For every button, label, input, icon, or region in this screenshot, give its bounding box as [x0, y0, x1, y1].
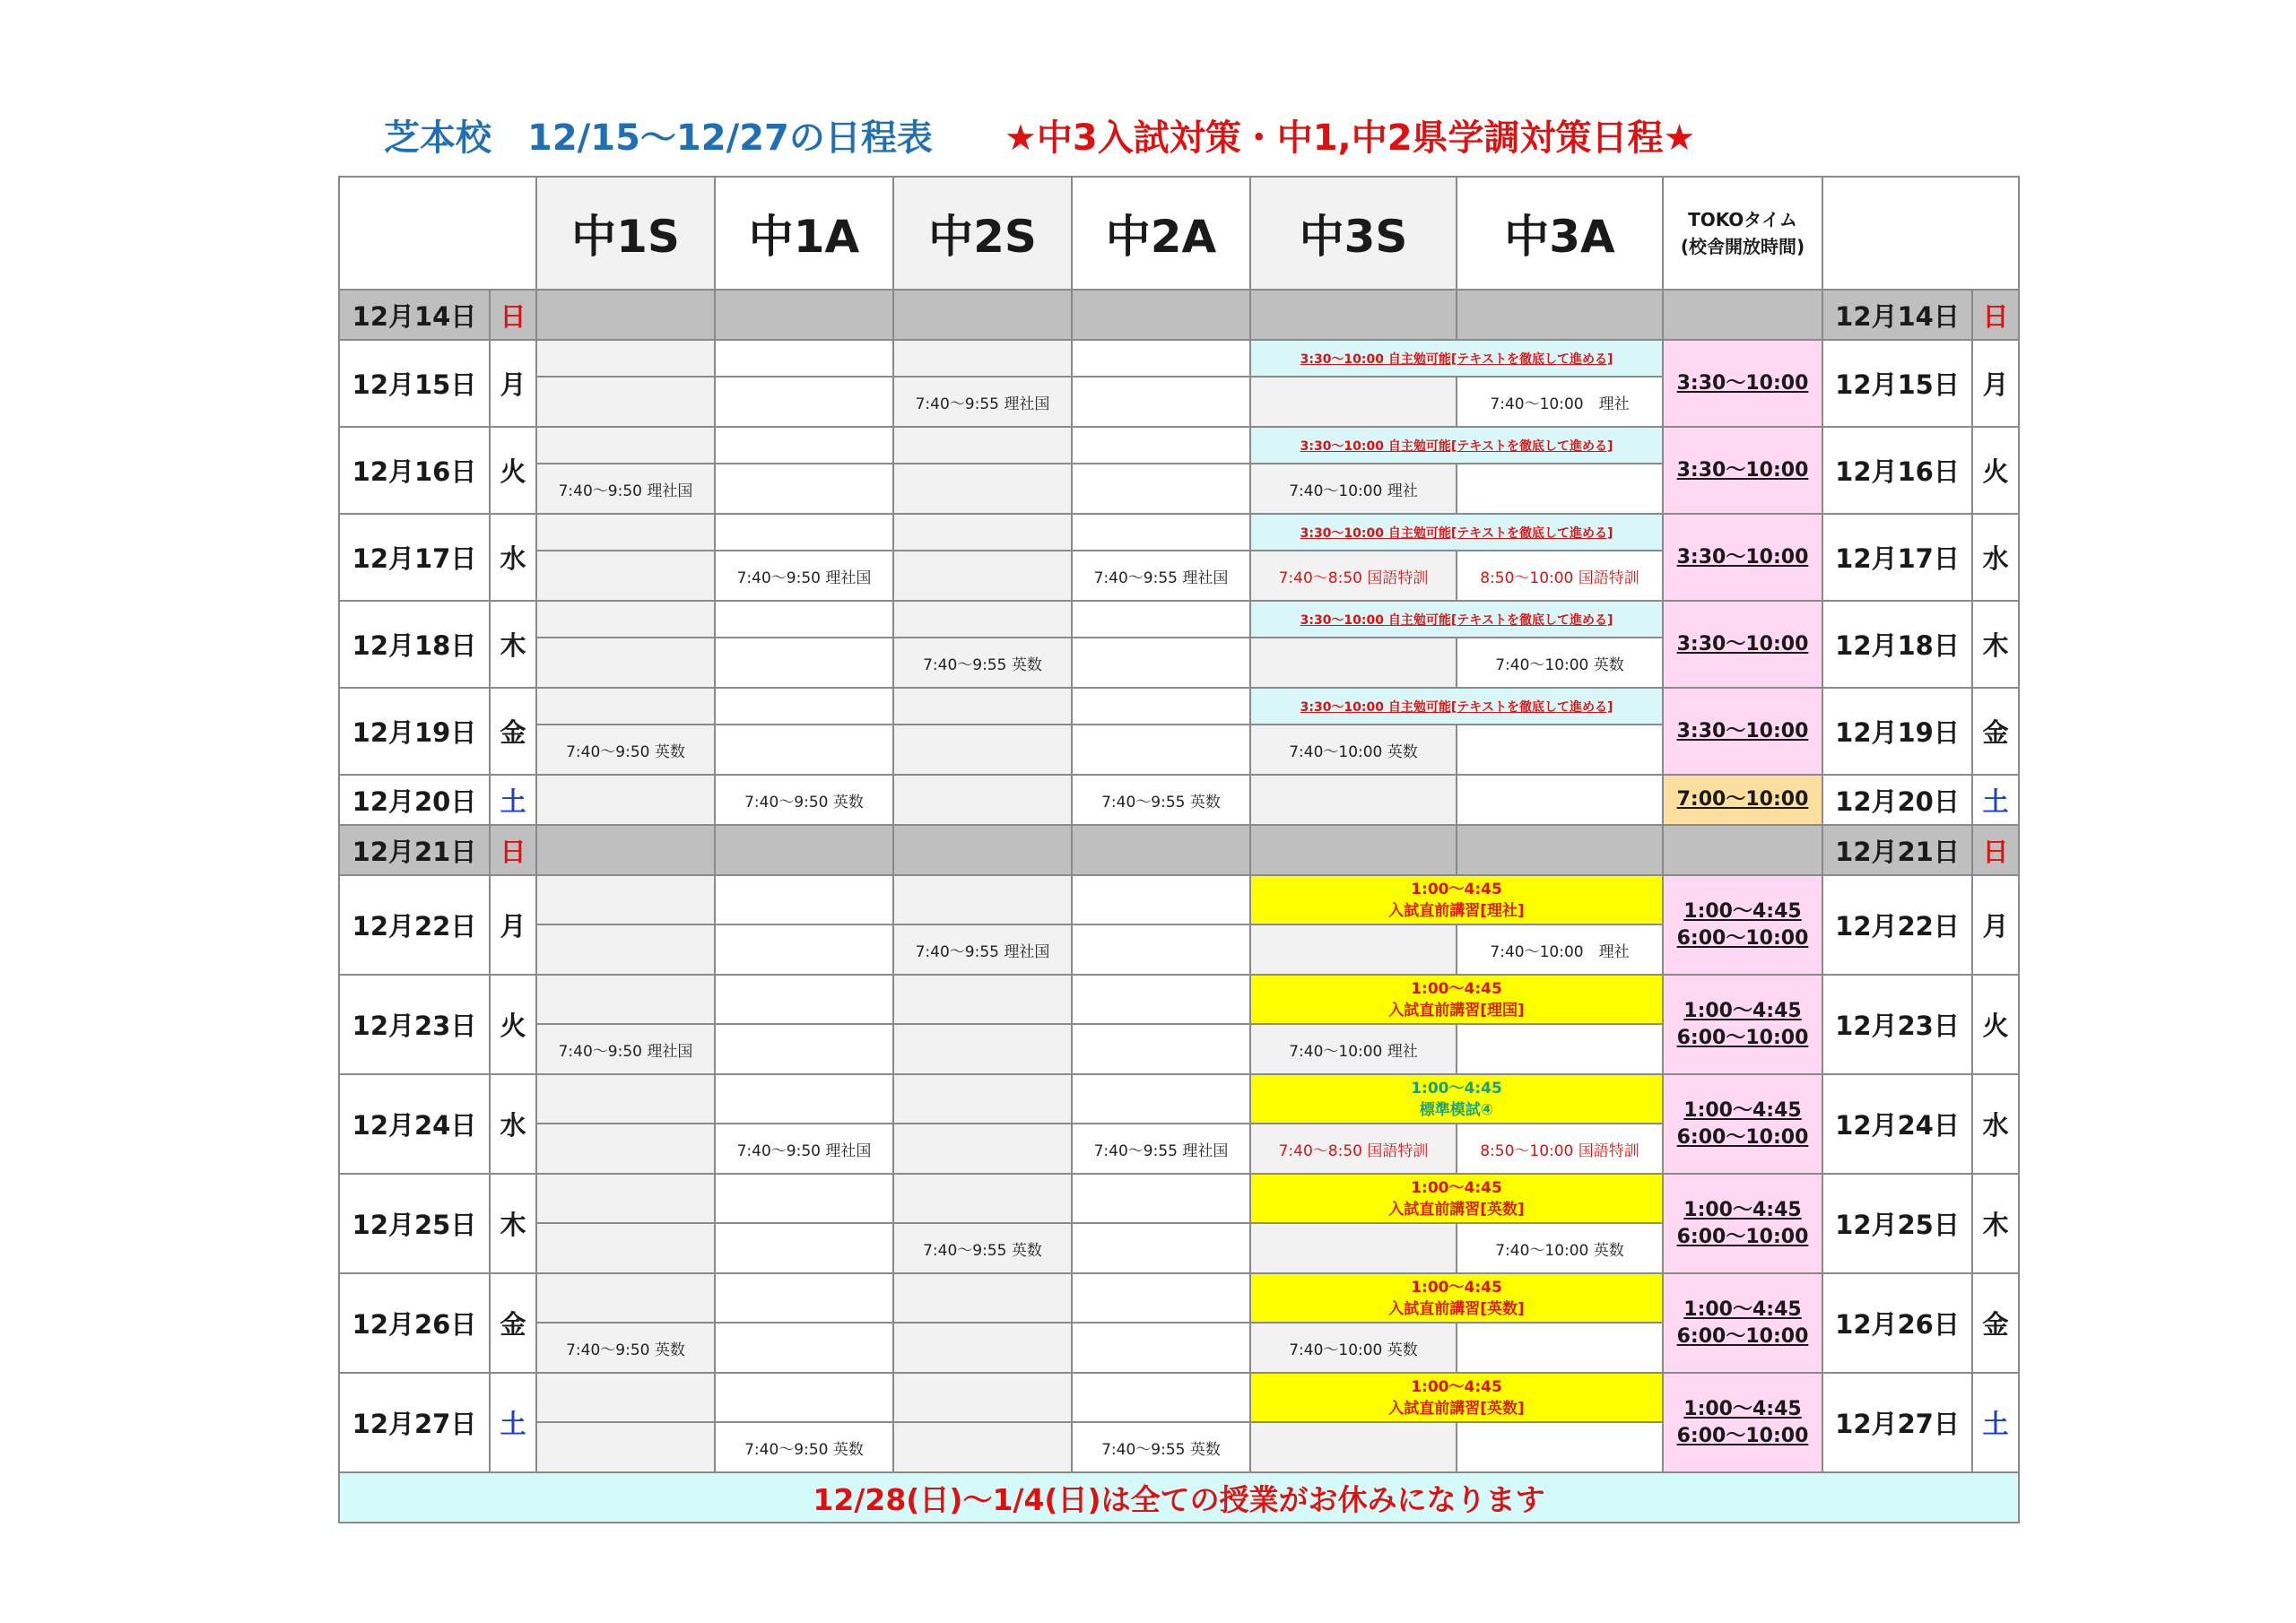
day-row-top	[339, 1174, 2019, 1223]
date-label-right: 12月18日	[1822, 601, 1972, 688]
date-label-right: 12月24日	[1822, 1074, 1972, 1174]
class-c1a-top	[715, 514, 893, 551]
class-c3a-cell	[1457, 464, 1663, 514]
empty-cell	[715, 825, 893, 875]
class-c1s-top	[536, 340, 715, 377]
day-row-top	[339, 688, 2019, 725]
chu3-event	[1250, 1174, 1663, 1223]
class-c2a-cell	[1072, 464, 1250, 514]
day-row-top	[339, 514, 2019, 551]
weekday-label-right: 金	[1972, 688, 2019, 775]
toko-time	[1663, 1373, 1822, 1472]
date-label-right: 12月14日	[1822, 290, 1972, 340]
date-label-right: 12月15日	[1822, 340, 1972, 427]
header-class: 中1S	[536, 177, 715, 290]
toko-time-line: 3:30～10:00	[1676, 371, 1809, 395]
empty-cell	[1663, 290, 1822, 340]
class-c1a-cell: 7:40～9:50 理社国	[715, 1124, 893, 1174]
toko-time-line: 1:00～4:45	[1683, 1198, 1802, 1221]
class-c1a-top	[715, 975, 893, 1024]
class-c3s-cell	[1250, 377, 1457, 427]
day-row-top	[339, 601, 2019, 638]
empty-cell	[536, 825, 715, 875]
toko-time-line: 3:30～10:00	[1676, 632, 1809, 655]
toko-time	[1663, 975, 1822, 1074]
class-c2s-cell	[893, 725, 1072, 775]
toko-time	[1663, 1273, 1822, 1373]
toko-time-line: 6:00～10:00	[1676, 1324, 1809, 1348]
header-toko-line: TOKOタイム	[1688, 209, 1797, 230]
class-c2s-cell	[893, 464, 1072, 514]
day-row-top	[339, 875, 2019, 924]
weekday-label: 月	[490, 875, 536, 975]
class-c1a-cell	[715, 638, 893, 688]
class-c3s-cell: 7:40～10:00 理社	[1250, 464, 1457, 514]
header-class: 中2S	[893, 177, 1072, 290]
footer-row	[339, 1472, 2019, 1523]
header-toko	[1663, 177, 1822, 290]
empty-cell	[536, 290, 715, 340]
weekday-label-right: 日	[1972, 290, 2019, 340]
chu3-event-line: 1:00～4:45	[1411, 880, 1502, 898]
class-c1s-cell: 7:40～9:50 英数	[536, 1323, 715, 1373]
date-label: 12月26日	[339, 1273, 490, 1373]
class-c3s-cell: 7:40～8:50 国語特訓	[1250, 551, 1457, 601]
class-c2a-top	[1072, 514, 1250, 551]
class-c2s-cell: 7:40～9:55 理社国	[893, 377, 1072, 427]
class-c2s-top	[893, 1273, 1072, 1323]
header-class: 中2A	[1072, 177, 1250, 290]
class-c3s-cell	[1250, 638, 1457, 688]
weekday-label-right: 月	[1972, 875, 2019, 975]
weekday-label: 金	[490, 688, 536, 775]
chu3-event-line: 入試直前講習[理社]	[1388, 901, 1525, 920]
class-c2s-top	[893, 1373, 1072, 1422]
chu3-self-study: 3:30～10:00 自主勉可能[テキストを徹底して進める]	[1250, 601, 1663, 638]
date-label: 12月20日	[339, 775, 490, 825]
class-c2s-top	[893, 601, 1072, 638]
class-c1s-cell: 7:40～9:50 理社国	[536, 1024, 715, 1074]
empty-cell	[1250, 825, 1457, 875]
toko-time-line: 3:30～10:00	[1676, 458, 1809, 482]
header-class: 中3S	[1250, 177, 1457, 290]
class-c2s-top	[893, 514, 1072, 551]
title-exam-prep: ★中3入試対策・中1,中2県学調対策日程★	[1004, 117, 1696, 159]
class-c3a-cell	[1457, 1323, 1663, 1373]
class-c1a-top	[715, 1273, 893, 1323]
chu3-event-line: 1:00～4:45	[1411, 1079, 1502, 1098]
chu3-event-line: 入試直前講習[英数]	[1388, 1299, 1525, 1318]
header-class: 中1A	[715, 177, 893, 290]
day-row-top	[339, 1373, 2019, 1422]
day-row-top	[339, 1074, 2019, 1124]
weekday-label-right: 土	[1972, 775, 2019, 825]
class-c2a-top	[1072, 975, 1250, 1024]
class-c1a-top	[715, 1373, 893, 1422]
class-c2a-cell: 7:40～9:55 英数	[1072, 775, 1250, 825]
class-c2s-top	[893, 1174, 1072, 1223]
empty-cell	[893, 825, 1072, 875]
toko-time	[1663, 427, 1822, 514]
date-label-right: 12月19日	[1822, 688, 1972, 775]
date-label-right: 12月17日	[1822, 514, 1972, 601]
class-c1a-cell	[715, 377, 893, 427]
header-corner	[339, 177, 536, 290]
class-c1a-cell	[715, 1223, 893, 1273]
class-c2a-cell	[1072, 725, 1250, 775]
class-c3a-cell	[1457, 1422, 1663, 1472]
weekday-label: 金	[490, 1273, 536, 1373]
chu3-self-study: 3:30～10:00 自主勉可能[テキストを徹底して進める]	[1250, 688, 1663, 725]
toko-time-line: 1:00～4:45	[1683, 1397, 1802, 1420]
toko-time	[1663, 601, 1822, 688]
class-c2a-top	[1072, 1174, 1250, 1223]
chu3-event-line: 1:00～4:45	[1411, 1178, 1502, 1197]
class-c3s-cell: 7:40～10:00 英数	[1250, 725, 1457, 775]
chu3-event-line: 入試直前講習[英数]	[1388, 1200, 1525, 1219]
class-c1s-top	[536, 1174, 715, 1223]
empty-cell	[1250, 290, 1457, 340]
holiday-row	[339, 825, 2019, 875]
class-c1a-cell: 7:40～9:50 英数	[715, 775, 893, 825]
chu3-event-line: 入試直前講習[英数]	[1388, 1399, 1525, 1418]
weekday-label: 日	[490, 825, 536, 875]
header-class: 中3A	[1457, 177, 1663, 290]
chu3-event-line: 1:00～4:45	[1411, 979, 1502, 998]
day-row-top	[339, 340, 2019, 377]
date-label: 12月15日	[339, 340, 490, 427]
weekday-label: 水	[490, 1074, 536, 1174]
class-c2s-cell: 7:40～9:55 英数	[893, 1223, 1072, 1273]
toko-time-line: 3:30～10:00	[1676, 719, 1809, 742]
saturday-row	[339, 775, 2019, 825]
class-c2s-cell	[893, 1422, 1072, 1472]
class-c1s-cell	[536, 638, 715, 688]
chu3-event-line: 1:00～4:45	[1411, 1278, 1502, 1297]
date-label-right: 12月27日	[1822, 1373, 1972, 1472]
empty-cell	[1457, 290, 1663, 340]
class-c2s-cell	[893, 775, 1072, 825]
class-c3s-cell	[1250, 775, 1457, 825]
class-c2a-cell	[1072, 1223, 1250, 1273]
class-c1s-top	[536, 875, 715, 924]
class-c1s-top	[536, 1074, 715, 1124]
toko-time	[1663, 1174, 1822, 1273]
class-c1a-top	[715, 601, 893, 638]
class-c1s-top	[536, 1273, 715, 1323]
class-c1s-cell	[536, 775, 715, 825]
date-label: 12月18日	[339, 601, 490, 688]
toko-time	[1663, 340, 1822, 427]
header-corner-right	[1822, 177, 2019, 290]
class-c1s-cell	[536, 924, 715, 975]
class-c3a-cell: 7:40～10:00 理社	[1457, 924, 1663, 975]
class-c1a-top	[715, 340, 893, 377]
weekday-label: 月	[490, 340, 536, 427]
class-c1s-cell	[536, 377, 715, 427]
chu3-event	[1250, 1273, 1663, 1323]
class-c1s-top	[536, 427, 715, 464]
holiday-notice: 12/28(日)～1/4(日)は全ての授業がお休みになります	[339, 1472, 2019, 1523]
class-c3a-cell: 7:40～10:00 英数	[1457, 638, 1663, 688]
day-row-top	[339, 1273, 2019, 1323]
class-c3a-cell	[1457, 1024, 1663, 1074]
weekday-label: 日	[490, 290, 536, 340]
class-c1s-cell: 7:40～9:50 英数	[536, 725, 715, 775]
weekday-label: 木	[490, 601, 536, 688]
date-label: 12月16日	[339, 427, 490, 514]
class-c2a-top	[1072, 340, 1250, 377]
chu3-event-line: 標準模試④	[1419, 1100, 1494, 1119]
class-c1a-top	[715, 1074, 893, 1124]
class-c1s-cell: 7:40～9:50 理社国	[536, 464, 715, 514]
date-label: 12月14日	[339, 290, 490, 340]
weekday-label-right: 木	[1972, 601, 2019, 688]
class-c2a-top	[1072, 1273, 1250, 1323]
class-c2a-cell	[1072, 638, 1250, 688]
weekday-label: 火	[490, 975, 536, 1074]
empty-cell	[1457, 825, 1663, 875]
class-c2s-top	[893, 875, 1072, 924]
class-c3s-cell: 7:40～10:00 理社	[1250, 1024, 1457, 1074]
empty-cell	[1072, 290, 1250, 340]
class-c1a-top	[715, 688, 893, 725]
class-c3a-cell: 8:50～10:00 国語特訓	[1457, 551, 1663, 601]
weekday-label-right: 火	[1972, 427, 2019, 514]
date-label-right: 12月16日	[1822, 427, 1972, 514]
class-c2a-top	[1072, 1373, 1250, 1422]
date-label-right: 12月20日	[1822, 775, 1972, 825]
empty-cell	[893, 290, 1072, 340]
date-label: 12月23日	[339, 975, 490, 1074]
class-c2a-top	[1072, 601, 1250, 638]
class-c1s-top	[536, 975, 715, 1024]
weekday-label-right: 月	[1972, 340, 2019, 427]
class-c1s-top	[536, 514, 715, 551]
class-c1a-cell: 7:40～9:50 理社国	[715, 551, 893, 601]
class-c3s-cell	[1250, 1223, 1457, 1273]
class-c1a-cell	[715, 1024, 893, 1074]
date-label: 12月19日	[339, 688, 490, 775]
weekday-label-right: 水	[1972, 514, 2019, 601]
chu3-event	[1250, 975, 1663, 1024]
class-c1a-cell	[715, 464, 893, 514]
class-c1a-top	[715, 1174, 893, 1223]
date-label-right: 12月23日	[1822, 975, 1972, 1074]
class-c1a-cell	[715, 725, 893, 775]
date-label: 12月17日	[339, 514, 490, 601]
weekday-label: 土	[490, 775, 536, 825]
toko-time-line: 6:00～10:00	[1676, 926, 1809, 950]
empty-cell	[1072, 825, 1250, 875]
weekday-label: 火	[490, 427, 536, 514]
class-c3a-cell: 8:50～10:00 国語特訓	[1457, 1124, 1663, 1174]
class-c2a-cell: 7:40～9:55 理社国	[1072, 1124, 1250, 1174]
weekday-label: 水	[490, 514, 536, 601]
class-c2s-cell: 7:40～9:55 理社国	[893, 924, 1072, 975]
class-c2s-cell: 7:40～9:55 英数	[893, 638, 1072, 688]
date-label: 12月21日	[339, 825, 490, 875]
chu3-event-line: 入試直前講習[理国]	[1388, 1001, 1525, 1020]
header-toko-line: (校舎開放時間)	[1680, 236, 1805, 257]
class-c2a-cell	[1072, 377, 1250, 427]
chu3-self-study: 3:30～10:00 自主勉可能[テキストを徹底して進める]	[1250, 427, 1663, 464]
toko-time	[1663, 775, 1822, 825]
chu3-self-study: 3:30～10:00 自主勉可能[テキストを徹底して進める]	[1250, 340, 1663, 377]
empty-cell	[1663, 825, 1822, 875]
toko-time-line: 6:00～10:00	[1676, 1424, 1809, 1447]
day-row-top	[339, 975, 2019, 1024]
class-c1s-cell	[536, 1124, 715, 1174]
toko-time-line: 1:00～4:45	[1683, 999, 1802, 1022]
class-c2a-cell: 7:40～9:55 理社国	[1072, 551, 1250, 601]
toko-time	[1663, 514, 1822, 601]
class-c2a-cell	[1072, 1323, 1250, 1373]
date-label: 12月22日	[339, 875, 490, 975]
weekday-label-right: 日	[1972, 825, 2019, 875]
class-c1a-cell: 7:40～9:50 英数	[715, 1422, 893, 1472]
toko-time-line: 1:00～4:45	[1683, 1098, 1802, 1122]
toko-time-line: 3:30～10:00	[1676, 545, 1809, 568]
class-c3a-cell	[1457, 725, 1663, 775]
class-c1a-top	[715, 875, 893, 924]
weekday-label-right: 水	[1972, 1074, 2019, 1174]
date-label-right: 12月22日	[1822, 875, 1972, 975]
toko-time	[1663, 875, 1822, 975]
chu3-self-study: 3:30～10:00 自主勉可能[テキストを徹底して進める]	[1250, 514, 1663, 551]
class-c3s-cell: 7:40～10:00 英数	[1250, 1323, 1457, 1373]
weekday-label-right: 火	[1972, 975, 2019, 1074]
toko-time	[1663, 1074, 1822, 1174]
class-c2s-cell	[893, 1323, 1072, 1373]
class-c2a-cell	[1072, 924, 1250, 975]
class-c3a-cell: 7:40～10:00 理社	[1457, 377, 1663, 427]
weekday-label-right: 木	[1972, 1174, 2019, 1273]
class-c3s-cell	[1250, 924, 1457, 975]
class-c2s-cell	[893, 1024, 1072, 1074]
weekday-label-right: 金	[1972, 1273, 2019, 1373]
class-c2a-cell: 7:40～9:55 英数	[1072, 1422, 1250, 1472]
title-school-schedule: 芝本校 12/15～12/27の日程表	[384, 117, 933, 159]
class-c1a-cell	[715, 924, 893, 975]
class-c1s-cell	[536, 1223, 715, 1273]
date-label: 12月25日	[339, 1174, 490, 1273]
class-c2a-top	[1072, 427, 1250, 464]
class-c1s-cell	[536, 1422, 715, 1472]
class-c2s-top	[893, 975, 1072, 1024]
class-c2s-top	[893, 427, 1072, 464]
class-c2a-top	[1072, 688, 1250, 725]
weekday-label: 土	[490, 1373, 536, 1472]
date-label-right: 12月26日	[1822, 1273, 1972, 1373]
weekday-label: 木	[490, 1174, 536, 1273]
toko-time-line: 7:00～10:00	[1676, 788, 1809, 811]
class-c1a-cell	[715, 1323, 893, 1373]
date-label: 12月24日	[339, 1074, 490, 1174]
chu3-event-line: 1:00～4:45	[1411, 1377, 1502, 1396]
date-label-right: 12月25日	[1822, 1174, 1972, 1273]
class-c1a-top	[715, 427, 893, 464]
class-c3a-cell	[1457, 775, 1663, 825]
toko-time-line: 1:00～4:45	[1683, 1298, 1802, 1321]
class-c2s-top	[893, 340, 1072, 377]
class-c1s-top	[536, 1373, 715, 1422]
class-c3a-cell: 7:40～10:00 英数	[1457, 1223, 1663, 1273]
header-row	[339, 177, 2019, 290]
chu3-event	[1250, 1373, 1663, 1422]
class-c1s-top	[536, 601, 715, 638]
chu3-event	[1250, 875, 1663, 924]
toko-time-line: 1:00～4:45	[1683, 899, 1802, 923]
weekday-label-right: 土	[1972, 1373, 2019, 1472]
date-label: 12月27日	[339, 1373, 490, 1472]
class-c3s-cell	[1250, 1422, 1457, 1472]
class-c2s-top	[893, 1074, 1072, 1124]
class-c1s-top	[536, 688, 715, 725]
class-c2a-top	[1072, 1074, 1250, 1124]
toko-time-line: 6:00～10:00	[1676, 1225, 1809, 1248]
class-c2s-cell	[893, 1124, 1072, 1174]
class-c2a-cell	[1072, 1024, 1250, 1074]
schedule-table	[338, 176, 2020, 1523]
class-c2s-top	[893, 688, 1072, 725]
holiday-row	[339, 290, 2019, 340]
empty-cell	[715, 290, 893, 340]
toko-time-line: 6:00～10:00	[1676, 1125, 1809, 1149]
date-label-right: 12月21日	[1822, 825, 1972, 875]
day-row-top	[339, 427, 2019, 464]
toko-time	[1663, 688, 1822, 775]
class-c1s-cell	[536, 551, 715, 601]
class-c3s-cell: 7:40～8:50 国語特訓	[1250, 1124, 1457, 1174]
toko-time-line: 6:00～10:00	[1676, 1026, 1809, 1049]
class-c2s-cell	[893, 551, 1072, 601]
class-c2a-top	[1072, 875, 1250, 924]
chu3-event	[1250, 1074, 1663, 1124]
